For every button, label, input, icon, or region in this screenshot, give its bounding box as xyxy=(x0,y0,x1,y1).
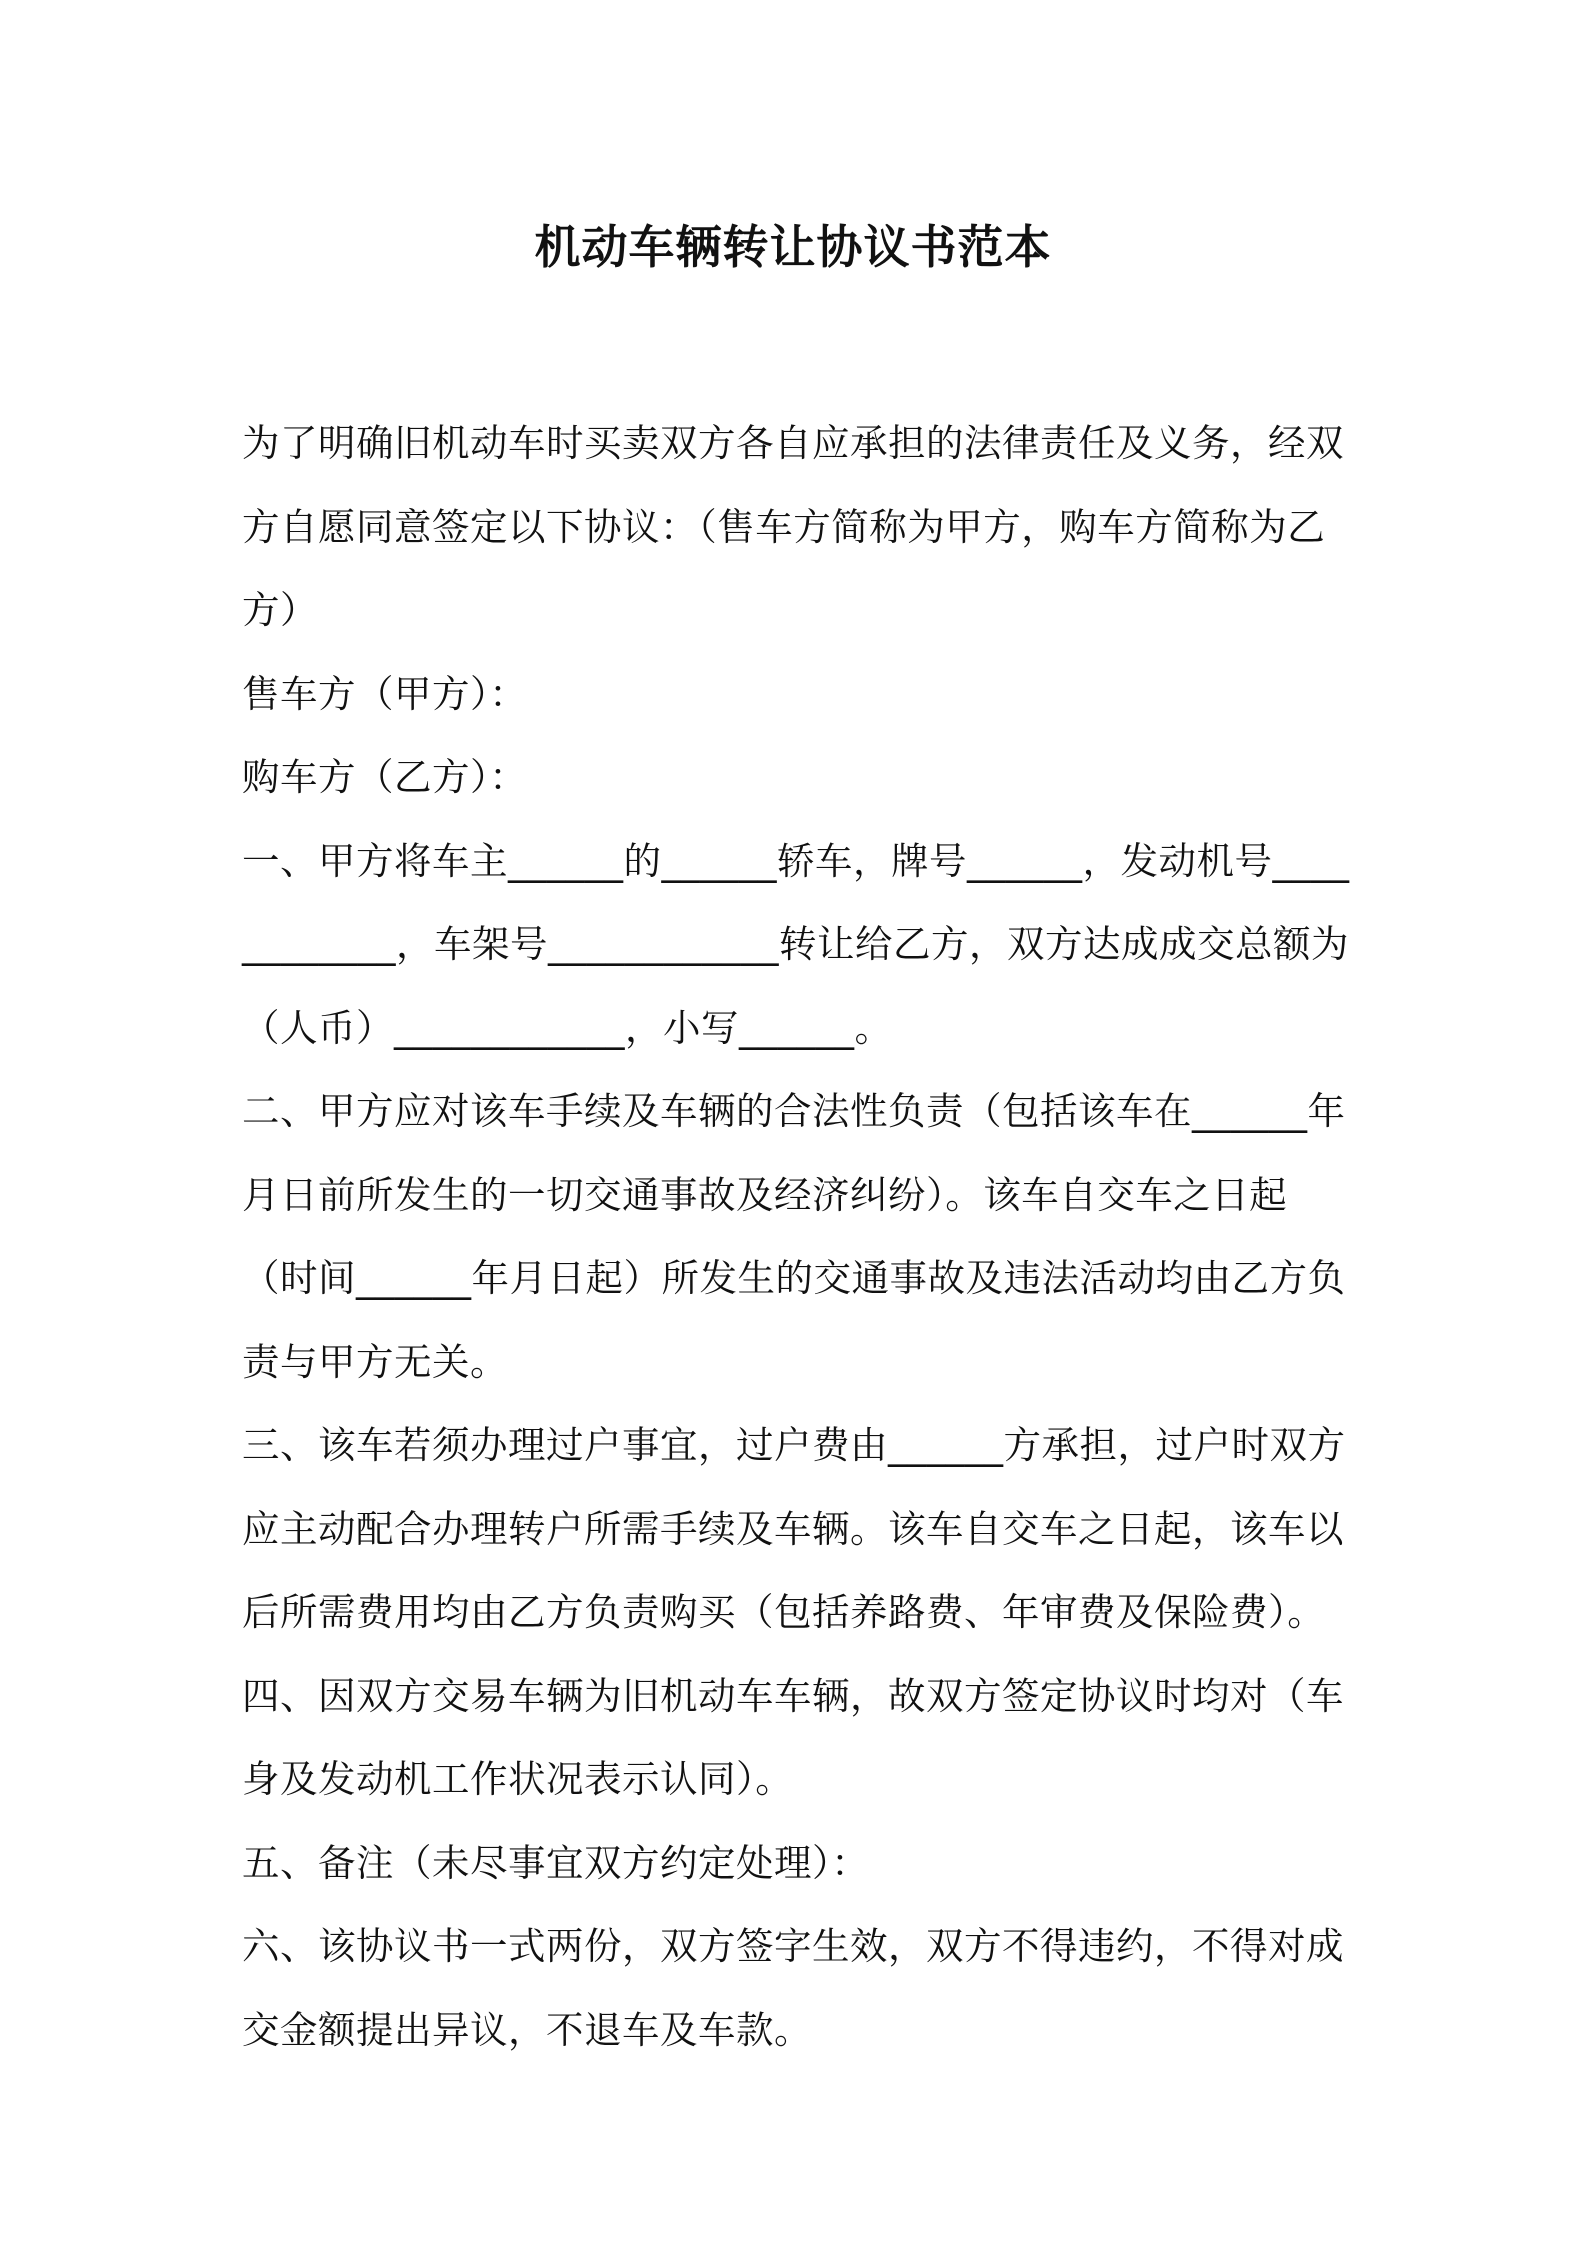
clause-5: 五、备注（未尽事宜双方约定处理）： xyxy=(242,1840,870,1885)
clause-6: 六、该协议书一式两份，双方签字生效，双方不得违约，不得对成交金额提出异议，不退车及车款。 xyxy=(242,1924,1344,2052)
buyer-line: 购车方（乙方）： xyxy=(242,755,528,799)
seller-line: 售车方（甲方）： xyxy=(242,671,528,716)
clause-4: 四、因双方交易车辆为旧机动车车辆，故双方签定协议时均对（车身及发动机工作状况表示认同）。 xyxy=(242,1673,1344,1801)
clause-3: 三、该车若须办理过户事宜，过户费由______方承担，过户时双方应主动配合办理转户所需手续及车辆。该车自交车之日起，该车以后所需费用均由乙方负责购买（包括养路费、年审费及保险费）。 xyxy=(242,1423,1346,1634)
document-title: 机动车辆转让协议书范本 xyxy=(534,220,1052,274)
intro-paragraph: 为了明确旧机动车时买卖双方各自应承担的法律责任及义务，经双方自愿同意签定以下协议：（售车方简称为甲方，购车方简称为乙方） xyxy=(242,421,1344,632)
document-body xyxy=(242,402,1362,2072)
clause-1: 一、甲方将车主______的______轿车，牌号______，发动机号____________，车架号____________转让给乙方，双方达成成交总额为（人币）____________，小写______。 xyxy=(242,838,1350,1050)
clause-2: 二、甲方应对该车手续及车辆的合法性负责（包括该车在______年月日前所发生的一切交通事故及经济纠纷）。该车自交车之日起（时间______年月日起）所发生的交通事故及违法活动均由乙方负责与甲方无关。 xyxy=(242,1089,1346,1384)
